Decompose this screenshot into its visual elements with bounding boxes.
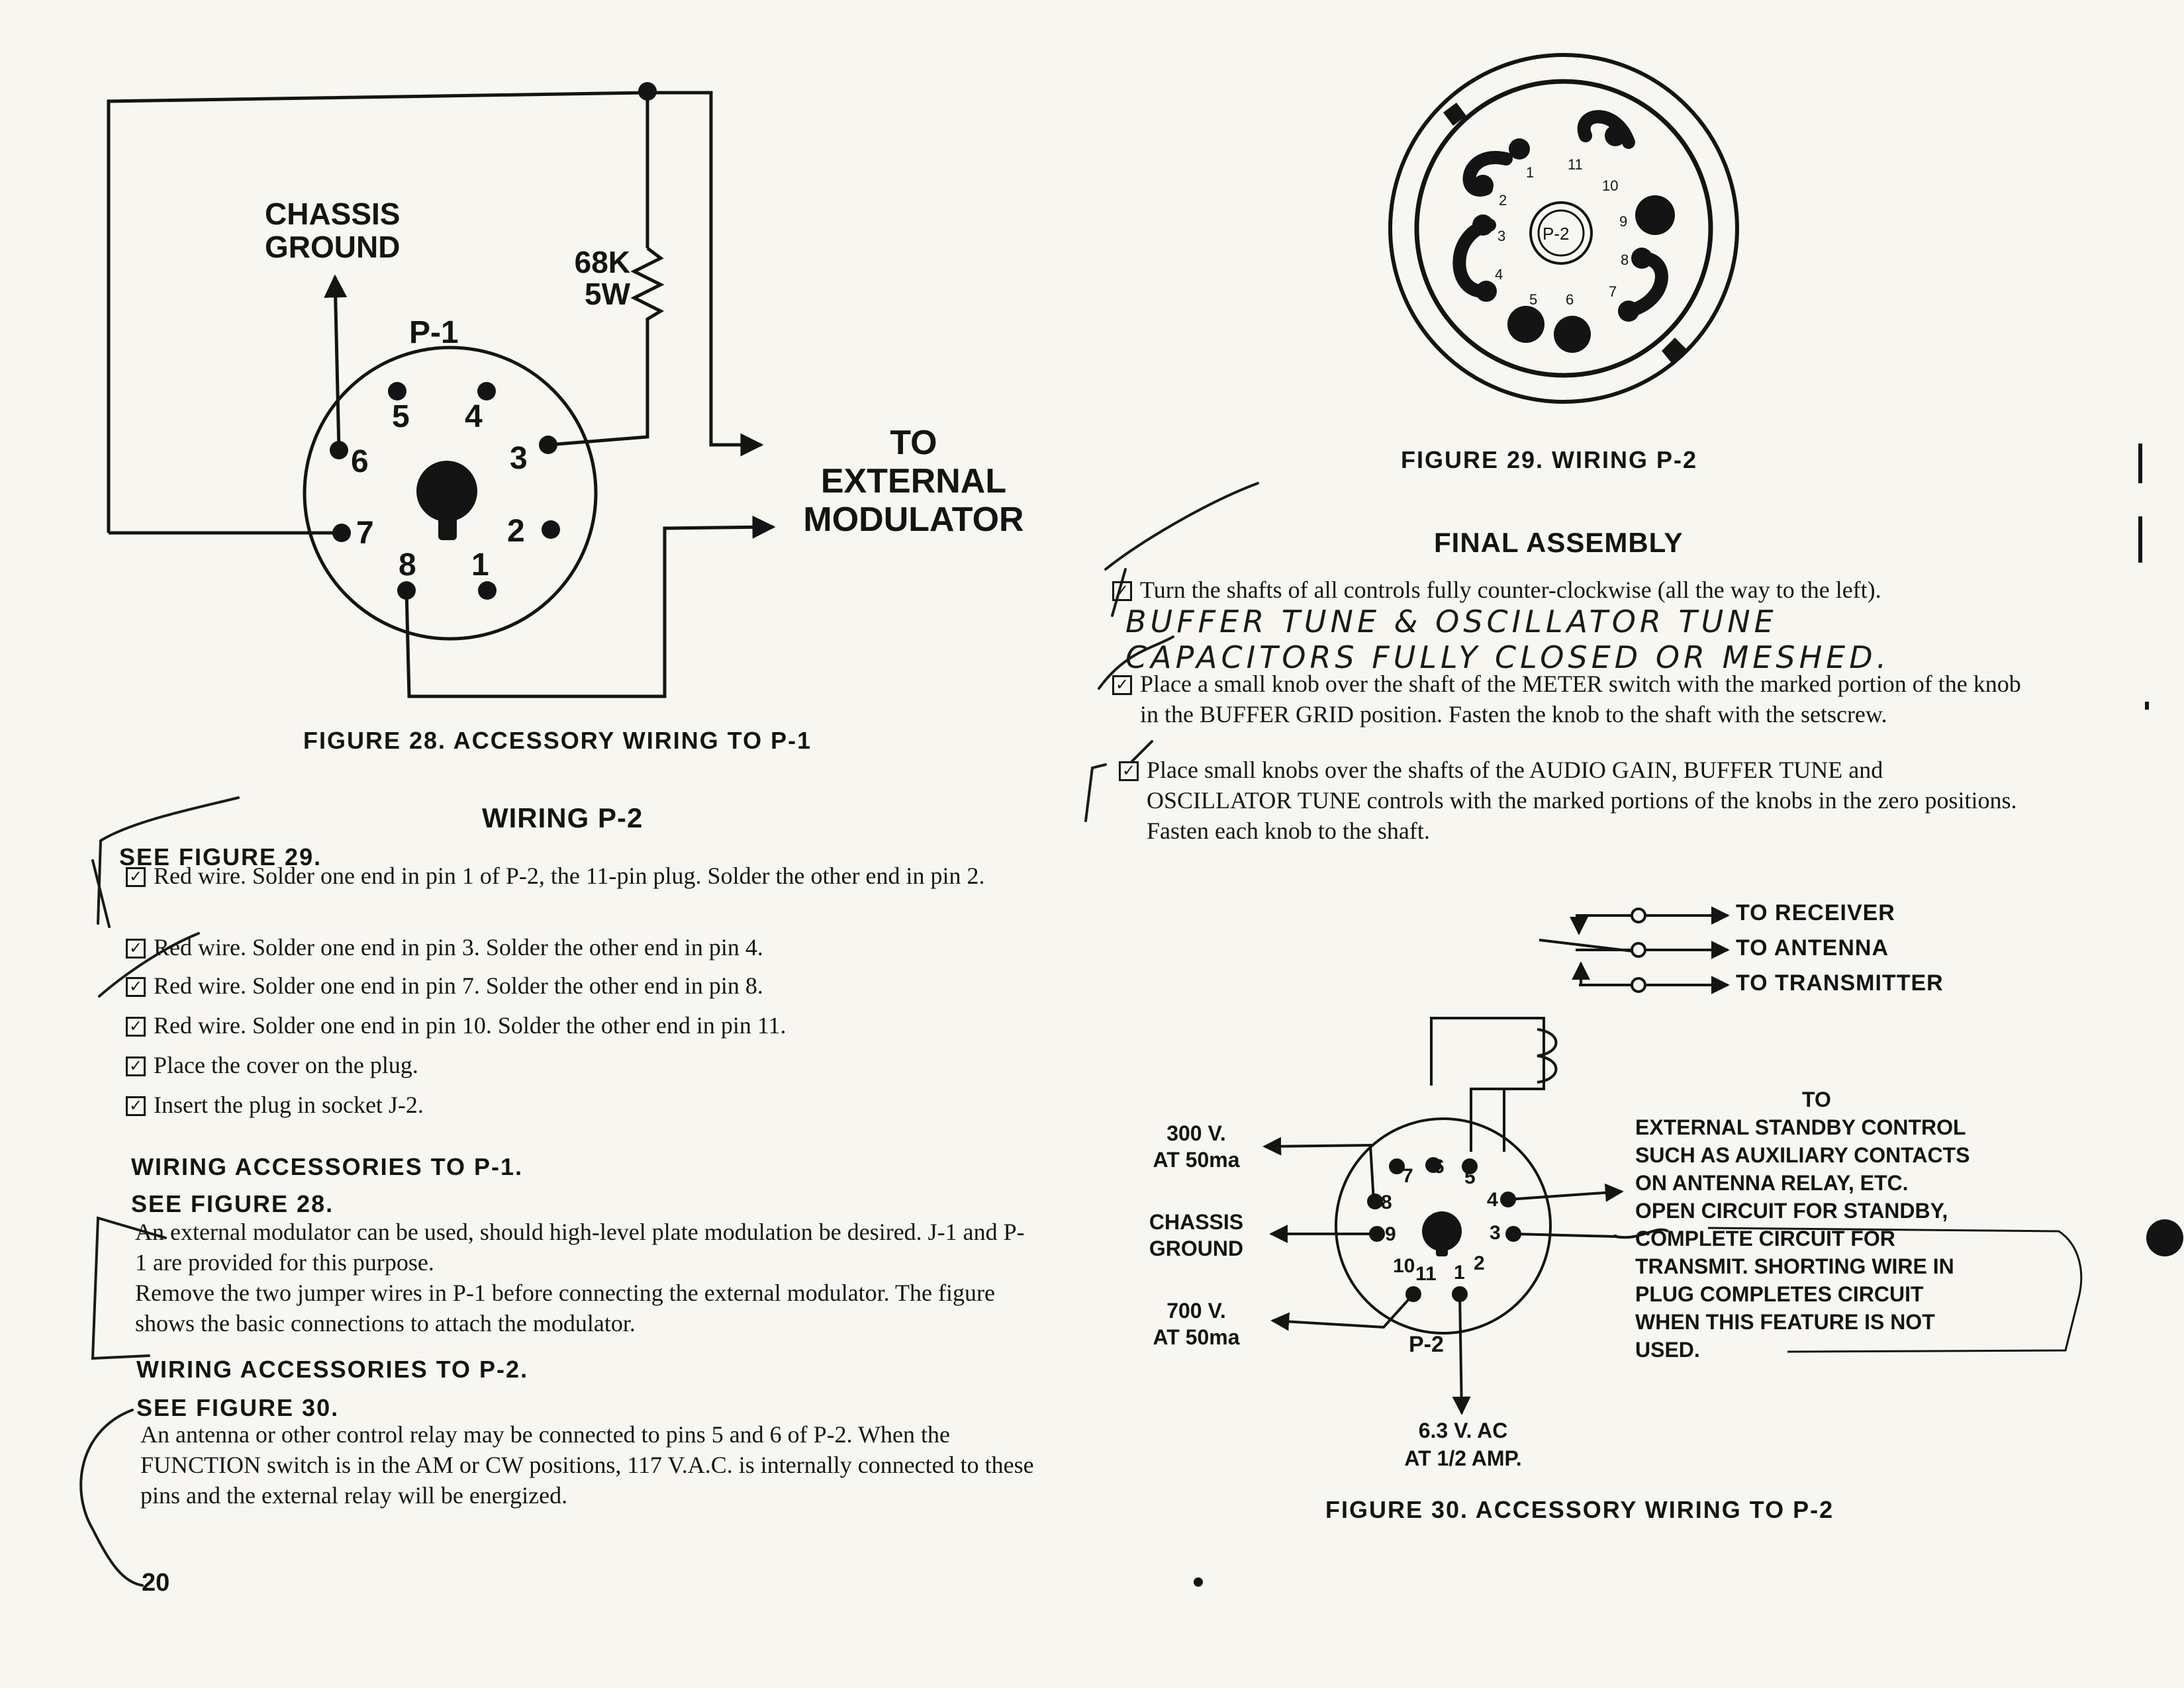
step-checkbox[interactable]: ✓ xyxy=(1112,675,1132,695)
fig30-pin-label: 5 xyxy=(1464,1166,1476,1188)
step-text: Place the cover on the plug. xyxy=(154,1052,418,1078)
fig28-pin-label: 3 xyxy=(510,441,528,476)
fig28-pin-label: 5 xyxy=(392,399,410,434)
step-checkbox[interactable]: ✓ xyxy=(126,1017,146,1037)
step-checkbox[interactable]: ✓ xyxy=(126,1096,146,1116)
wiring-p2-step xyxy=(126,970,1026,1001)
fig30-plug-label: P-2 xyxy=(1409,1332,1444,1357)
final-assembly-step xyxy=(1119,755,2026,846)
fig30-relay-label: TO RECEIVER xyxy=(1736,900,1895,925)
wiring-p2-see-figure: SEE FIGURE 29. xyxy=(119,843,322,870)
fig30-700v-label: 700 V. AT 50ma xyxy=(1153,1299,1240,1349)
fig28-pin-label: 7 xyxy=(356,516,374,551)
paragraph: An external modulator can be used, should high-level plate modulation be desired. J-1 and P-1 are provided for this purpose. xyxy=(135,1219,1025,1276)
step-checkbox[interactable]: ✓ xyxy=(1119,761,1139,781)
step-text: Red wire. Solder one end in pin 1 of P-2, the 11-pin plug. Solder the other end in pin 2. xyxy=(154,863,985,889)
page-number: 20 xyxy=(142,1569,170,1597)
final-assembly-step xyxy=(1112,575,2026,605)
wiring-accessories-p1-text xyxy=(135,1217,1035,1338)
step-checkbox[interactable]: ✓ xyxy=(1112,581,1132,601)
wiring-p2-heading: WIRING P-2 xyxy=(482,802,643,833)
fig30-standby-note: TO EXTERNAL STANDBY CONTROL SUCH AS AUXILIARY CONTACTS ON ANTENNA RELAY, ETC. OPEN CIRCUIT FOR STANDBY, COMPLETE CIRCUIT FOR TRANSMIT. SHORTING WIRE IN PLUG COMPLETES CIRCUIT WHEN THIS FEATURE IS NOT USED. xyxy=(1635,1088,1970,1362)
wiring-p2-step xyxy=(126,932,1026,962)
fig30-pin-label: 2 xyxy=(1474,1252,1485,1274)
fig30-300v-label: 300 V. AT 50ma xyxy=(1153,1121,1240,1172)
fig29-pin-label: 3 xyxy=(1497,228,1506,244)
fig29-pin-label: 9 xyxy=(1619,213,1628,230)
fig28-pin-label: 1 xyxy=(471,547,489,583)
fig28-pin-label: 4 xyxy=(465,399,483,434)
figure-28-caption: FIGURE 28. ACCESSORY WIRING TO P-1 xyxy=(303,727,812,754)
fig30-pin-label: 8 xyxy=(1381,1192,1392,1213)
step-checkbox[interactable]: ✓ xyxy=(126,1056,146,1076)
fig28-chassis-ground: CHASSIS GROUND xyxy=(265,197,401,264)
fig30-relay-label: TO TRANSMITTER xyxy=(1736,970,1944,996)
step-checkbox[interactable]: ✓ xyxy=(126,867,146,887)
handwritten-note: BUFFER TUNE & OSCILLATOR TUNE CAPACITORS FULLY CLOSED OR MESHED. xyxy=(1125,604,1891,675)
fig30-pin-label: 11 xyxy=(1415,1263,1437,1285)
fig29-pin-label: 4 xyxy=(1495,266,1503,283)
fig29-pin-label: 8 xyxy=(1621,252,1629,268)
wiring-accessories-p1-see: SEE FIGURE 28. xyxy=(131,1190,334,1217)
step-text: Red wire. Solder one end in pin 3. Solder the other end in pin 4. xyxy=(154,934,763,961)
wiring-p2-step xyxy=(126,1090,1026,1120)
final-assembly-heading: FINAL ASSEMBLY xyxy=(1434,527,1684,558)
fig29-pin-label: 1 xyxy=(1526,164,1535,181)
fig29-pin-label: 5 xyxy=(1529,291,1538,308)
fig29-center-label: P-2 xyxy=(1543,224,1570,244)
figure-30-caption: FIGURE 30. ACCESSORY WIRING TO P-2 xyxy=(1325,1496,1834,1523)
fig28-pin-label: 2 xyxy=(507,514,525,549)
fig30-chassis-label: CHASSIS GROUND xyxy=(1149,1210,1244,1260)
fig30-relay-label: TO ANTENNA xyxy=(1736,935,1889,961)
fig29-pin-label: 6 xyxy=(1566,291,1574,308)
wiring-accessories-p2-heading: WIRING ACCESSORIES TO P-2. xyxy=(136,1356,529,1383)
wiring-accessories-p1-heading: WIRING ACCESSORIES TO P-1. xyxy=(131,1153,524,1180)
wiring-p2-step xyxy=(126,861,1026,891)
fig30-63v-label: 6.3 V. AC AT 1/2 AMP. xyxy=(1404,1419,1522,1470)
figure-28-pins xyxy=(330,82,657,600)
fig28-pin-label: 6 xyxy=(351,444,369,479)
fig29-pin-label: 10 xyxy=(1602,177,1619,194)
step-text: Place small knobs over the shafts of the AUDIO GAIN, BUFFER TUNE and OSCILLATOR TUNE controls with the marked portions of the knobs in the zero positions. Fasten each knob to the shaft. xyxy=(1147,757,2017,844)
fig30-pin-label: 10 xyxy=(1393,1255,1415,1277)
fig29-pin-label: 7 xyxy=(1609,283,1617,300)
wiring-accessories-p2-see: SEE FIGURE 30. xyxy=(136,1394,340,1421)
fig29-pin-label: 2 xyxy=(1499,192,1507,209)
fig28-resistor-label: 68K 5W xyxy=(574,245,630,311)
fig30-pin-label: 1 xyxy=(1454,1262,1465,1284)
fig28-plug-label: P-1 xyxy=(409,315,459,350)
fig28-wire-pin8 xyxy=(406,527,773,696)
final-assembly-step xyxy=(1112,669,2026,729)
fig28-external-modulator: TO EXTERNAL MODULATOR xyxy=(803,424,1024,539)
step-text: Insert the plug in socket J-2. xyxy=(154,1092,424,1118)
wiring-accessories-p2-text: An antenna or other control relay may be connected to pins 5 and 6 of P-2. When the FUNCTION switch is in the AM or CW positions, 117 V.A.C. is internally connected to these pins and the external relay will be energized. xyxy=(140,1421,1034,1509)
step-checkbox[interactable]: ✓ xyxy=(126,977,146,997)
fig29-pin-label: 11 xyxy=(1568,156,1583,173)
wiring-p2-step xyxy=(126,1010,1026,1041)
step-text: Turn the shafts of all controls fully counter-clockwise (all the way to the left). xyxy=(1140,577,1881,603)
fig30-pin-label: 7 xyxy=(1402,1165,1413,1187)
fig30-pin-label: 9 xyxy=(1385,1223,1396,1245)
fig28-pin-label: 8 xyxy=(399,547,416,583)
fig30-pin-label: 4 xyxy=(1487,1189,1498,1211)
wiring-p2-step xyxy=(126,1050,1026,1080)
fig30-pin-label: 3 xyxy=(1490,1222,1501,1244)
step-checkbox[interactable]: ✓ xyxy=(126,939,146,959)
fig30-pin-label: 6 xyxy=(1433,1156,1445,1178)
figure-28-schematic xyxy=(109,93,773,696)
figure-29-caption: FIGURE 29. WIRING P-2 xyxy=(1401,446,1698,473)
fig28-wire-ground xyxy=(335,277,339,450)
step-text: Place a small knob over the shaft of the METER switch with the marked portion of the knob in the BUFFER GRID position. Fasten the knob to the shaft with the setscrew. xyxy=(1140,671,2021,727)
paragraph: Remove the two jumper wires in P-1 before connecting the external modulator. The figure shows the basic connections to attach the modulator. xyxy=(135,1280,995,1336)
step-text: Red wire. Solder one end in pin 10. Solder the other end in pin 11. xyxy=(154,1012,786,1039)
step-text: Red wire. Solder one end in pin 7. Solder the other end in pin 8. xyxy=(154,972,763,999)
